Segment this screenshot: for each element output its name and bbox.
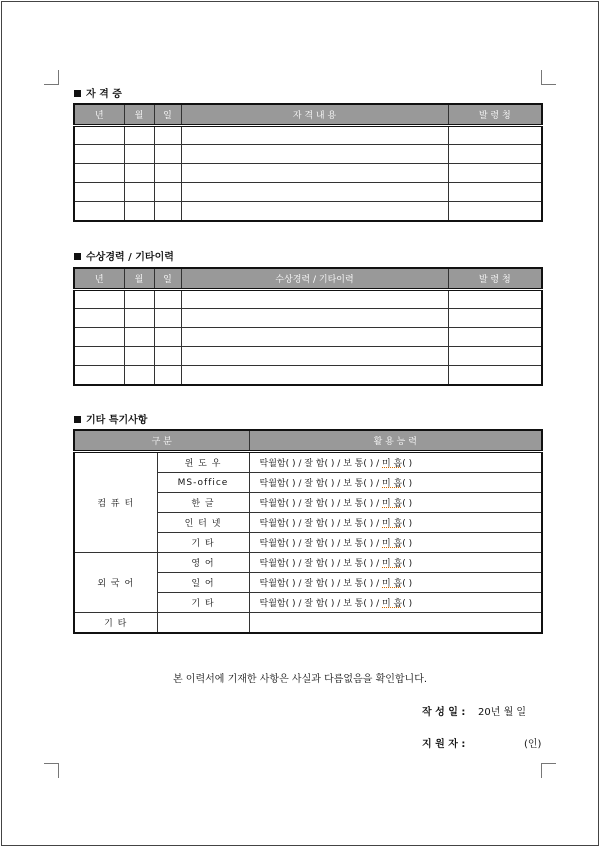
year-cell[interactable]	[74, 164, 124, 183]
ability-option-poor-box: ( )	[402, 559, 413, 569]
ability-options: 탁월함( ) / 잘 함( ) / 보 통( ) /	[259, 599, 382, 609]
language-group-label: 외 국 어	[74, 553, 157, 613]
day-cell[interactable]	[154, 183, 181, 202]
skill-item-label: 기 타	[157, 593, 249, 613]
day-cell[interactable]	[154, 126, 181, 145]
ability-option-poor: 미 흡	[382, 599, 403, 609]
ability-cell[interactable]	[249, 533, 542, 553]
date-value: 20년 월 일	[478, 707, 527, 718]
skill-item-label: 윈 도 우	[157, 452, 249, 473]
award-row	[74, 290, 542, 309]
ability-option-poor-box: ( )	[402, 539, 413, 549]
month-cell[interactable]	[124, 347, 154, 366]
header-content: 자 격 내 용	[181, 104, 448, 126]
issuer-cell[interactable]	[448, 309, 542, 328]
ability-option-poor: 미 흡	[382, 539, 403, 549]
ability-cell[interactable]	[249, 493, 542, 513]
ability-option-poor: 미 흡	[382, 479, 403, 489]
month-cell[interactable]	[124, 145, 154, 164]
ability-option-poor: 미 흡	[382, 499, 403, 509]
day-cell[interactable]	[154, 328, 181, 347]
ability-options: 탁월함( ) / 잘 함( ) / 보 통( ) /	[259, 479, 382, 489]
ability-options: 탁월함( ) / 잘 함( ) / 보 통( ) /	[259, 459, 382, 469]
square-bullet-icon	[74, 90, 81, 97]
crop-mark-bottom-right	[541, 763, 556, 778]
content-cell[interactable]	[181, 145, 448, 164]
skill-item-label: 영 어	[157, 553, 249, 573]
cert-row	[74, 202, 542, 222]
content-cell[interactable]	[181, 183, 448, 202]
cert-section-title: 자 격 증	[74, 85, 122, 100]
skills-header-row	[74, 430, 542, 452]
year-cell[interactable]	[74, 145, 124, 164]
cert-row	[74, 164, 542, 183]
skill-row-other	[74, 613, 542, 634]
year-cell[interactable]	[74, 290, 124, 309]
other-ability-cell[interactable]	[249, 613, 542, 634]
skill-item-label: 인 터 넷	[157, 513, 249, 533]
year-cell[interactable]	[74, 183, 124, 202]
skill-item-label: 일 어	[157, 573, 249, 593]
month-cell[interactable]	[124, 366, 154, 386]
award-section-title: 수상경력 / 기타이력	[74, 248, 174, 263]
cert-row	[74, 145, 542, 164]
ability-options: 탁월함( ) / 잘 함( ) / 보 통( ) /	[259, 579, 382, 589]
day-cell[interactable]	[154, 145, 181, 164]
issuer-cell[interactable]	[448, 347, 542, 366]
skills-section-title: 기타 특기사항	[74, 411, 147, 426]
day-cell[interactable]	[154, 164, 181, 183]
ability-cell[interactable]	[249, 593, 542, 613]
award-row	[74, 328, 542, 347]
issuer-cell[interactable]	[448, 183, 542, 202]
skill-row	[74, 553, 542, 573]
issuer-cell[interactable]	[448, 290, 542, 309]
ability-option-poor: 미 흡	[382, 579, 403, 589]
issuer-cell[interactable]	[448, 366, 542, 386]
award-row	[74, 347, 542, 366]
day-cell[interactable]	[154, 347, 181, 366]
content-cell[interactable]	[181, 202, 448, 222]
ability-option-poor-box: ( )	[402, 519, 413, 529]
ability-cell[interactable]	[249, 553, 542, 573]
ability-option-poor-box: ( )	[402, 579, 413, 589]
ability-option-poor: 미 흡	[382, 559, 403, 569]
issuer-cell[interactable]	[448, 202, 542, 222]
content-cell[interactable]	[181, 126, 448, 145]
header-category: 구 분	[74, 430, 249, 452]
ability-options: 탁월함( ) / 잘 함( ) / 보 통( ) /	[259, 559, 382, 569]
day-cell[interactable]	[154, 366, 181, 386]
computer-group-label: 컴 퓨 터	[74, 452, 157, 553]
header-year: 년	[74, 104, 124, 126]
day-cell[interactable]	[154, 309, 181, 328]
month-cell[interactable]	[124, 328, 154, 347]
header-year: 년	[74, 268, 124, 290]
other-item-cell[interactable]	[157, 613, 249, 634]
ability-option-poor-box: ( )	[402, 599, 413, 609]
ability-option-poor: 미 흡	[382, 519, 403, 529]
year-cell[interactable]	[74, 126, 124, 145]
award-row	[74, 309, 542, 328]
ability-options: 탁월함( ) / 잘 함( ) / 보 통( ) /	[259, 499, 382, 509]
ability-option-poor: 미 흡	[382, 459, 403, 469]
header-day: 일	[154, 268, 181, 290]
issuer-cell[interactable]	[448, 164, 542, 183]
header-month: 월	[124, 268, 154, 290]
issuer-cell[interactable]	[448, 126, 542, 145]
award-table	[73, 267, 543, 386]
cert-row	[74, 126, 542, 145]
month-cell[interactable]	[124, 309, 154, 328]
month-cell[interactable]	[124, 183, 154, 202]
month-cell[interactable]	[124, 164, 154, 183]
square-bullet-icon	[74, 253, 81, 260]
ability-cell[interactable]	[249, 473, 542, 493]
crop-mark-top-left	[44, 70, 59, 85]
month-cell[interactable]	[124, 290, 154, 309]
skills-table	[73, 429, 543, 634]
ability-cell[interactable]	[249, 452, 542, 473]
month-cell[interactable]	[124, 202, 154, 222]
content-cell[interactable]	[181, 290, 448, 309]
content-cell[interactable]	[181, 366, 448, 386]
award-header-row	[74, 268, 542, 290]
header-month: 월	[124, 104, 154, 126]
content-cell[interactable]	[181, 164, 448, 183]
ability-cell[interactable]	[249, 513, 542, 533]
year-cell[interactable]	[74, 328, 124, 347]
crop-mark-bottom-left	[44, 763, 59, 778]
skill-row	[74, 452, 542, 473]
year-cell[interactable]	[74, 366, 124, 386]
crop-mark-top-right	[541, 70, 556, 85]
seal-mark: (인)	[524, 739, 542, 750]
ability-cell[interactable]	[249, 573, 542, 593]
month-cell[interactable]	[124, 126, 154, 145]
ability-option-poor-box: ( )	[402, 479, 413, 489]
skill-item-label: MS-office	[157, 473, 249, 493]
day-cell[interactable]	[154, 290, 181, 309]
cert-row	[74, 183, 542, 202]
cert-table	[73, 103, 543, 222]
content-cell[interactable]	[181, 328, 448, 347]
skill-item-label: 기 타	[157, 533, 249, 553]
ability-option-poor-box: ( )	[402, 459, 413, 469]
header-ability: 활 용 능 력	[249, 430, 542, 452]
square-bullet-icon	[74, 416, 81, 423]
skill-item-label: 한 글	[157, 493, 249, 513]
header-day: 일	[154, 104, 181, 126]
other-group-label: 기 타	[74, 613, 157, 634]
ability-options: 탁월함( ) / 잘 함( ) / 보 통( ) /	[259, 519, 382, 529]
ability-option-poor-box: ( )	[402, 499, 413, 509]
cert-header-row	[74, 104, 542, 126]
day-cell[interactable]	[154, 202, 181, 222]
content-cell[interactable]	[181, 309, 448, 328]
date-label: 작 성 일 :	[422, 707, 466, 718]
year-cell[interactable]	[74, 309, 124, 328]
issuer-cell[interactable]	[448, 328, 542, 347]
header-content: 수상경력 / 기타이력	[181, 268, 448, 290]
header-issuer: 발 령 청	[448, 268, 542, 290]
year-cell[interactable]	[74, 202, 124, 222]
year-cell[interactable]	[74, 347, 124, 366]
confirmation-statement: 본 이력서에 기재한 사항은 사실과 다름없음을 확인합니다.	[172, 674, 428, 685]
content-cell[interactable]	[181, 347, 448, 366]
ability-options: 탁월함( ) / 잘 함( ) / 보 통( ) /	[259, 539, 382, 549]
award-row	[74, 366, 542, 386]
applicant-label: 지 원 자 :	[422, 739, 466, 750]
header-issuer: 발 령 청	[448, 104, 542, 126]
issuer-cell[interactable]	[448, 145, 542, 164]
